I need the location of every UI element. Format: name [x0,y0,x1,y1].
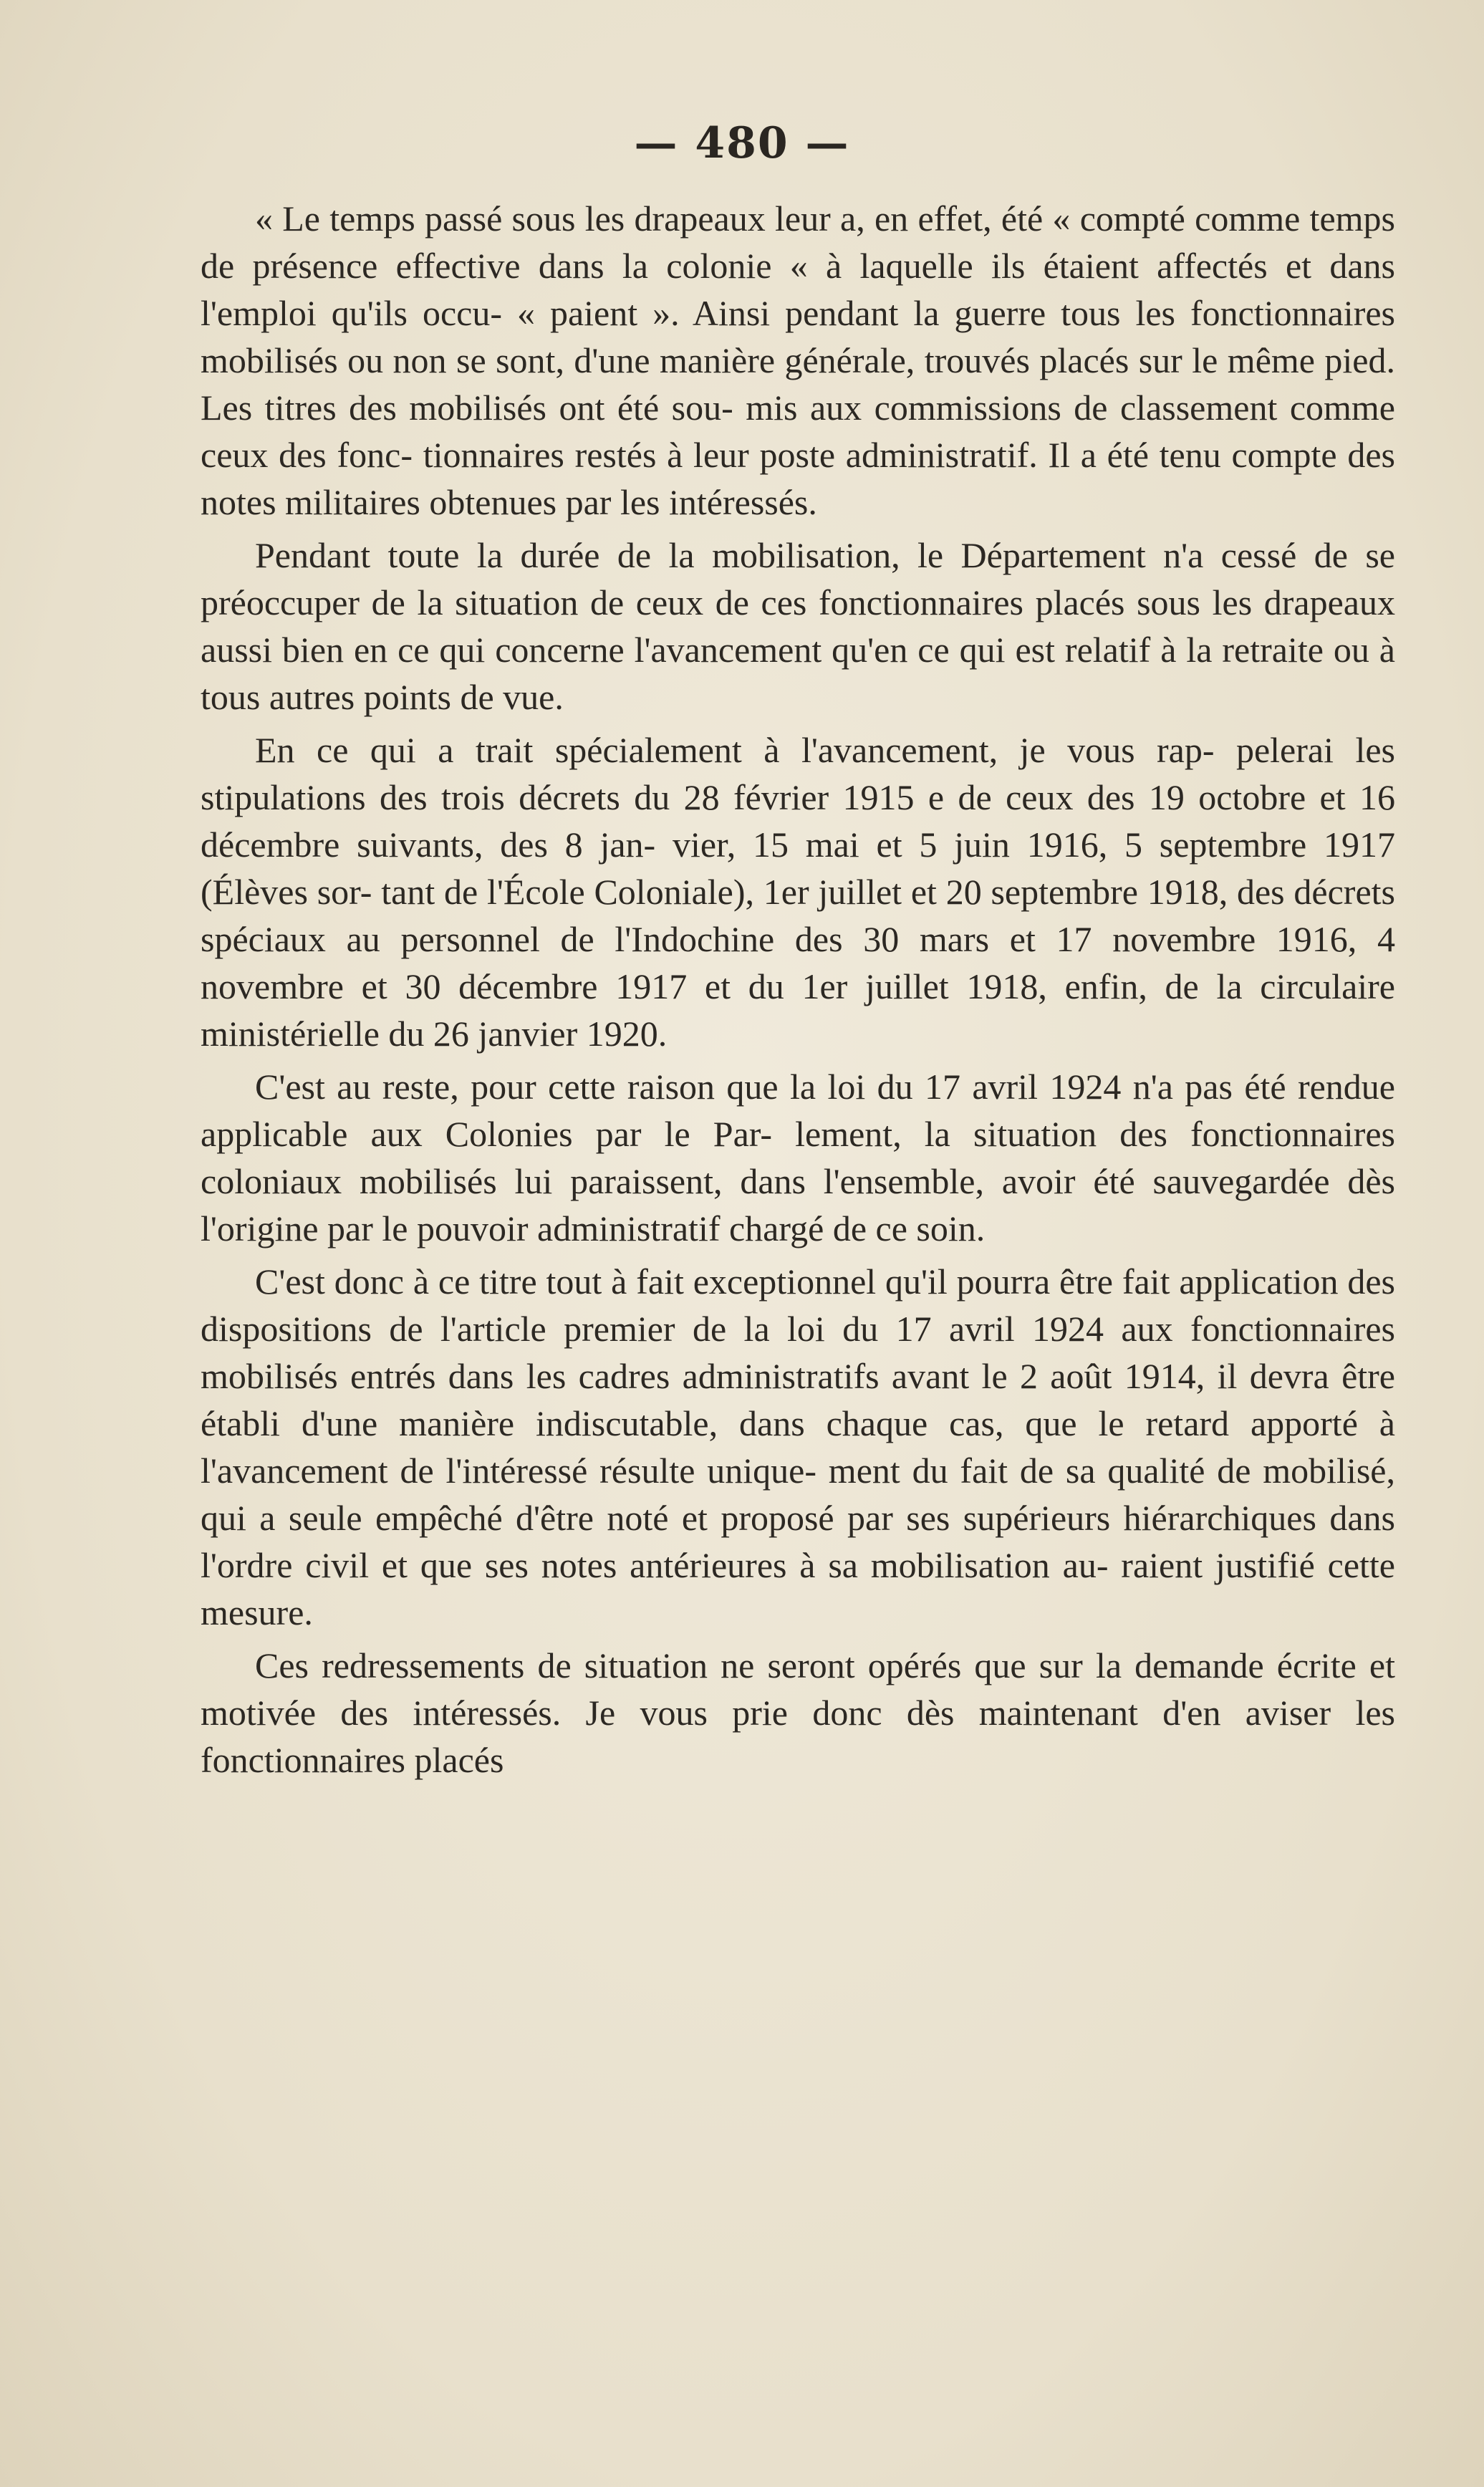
paragraph-redress-requests: Ces redressements de situation ne seront opérés que sur la demande écrite et motivée des intéressés. Je vous prie donc dès maintenant d'en aviser les fonctionnaires placés [201,1645,1395,1780]
paragraph-exceptional-application: C'est donc à ce titre tout à fait exceptionnel qu'il pourra être fait application des dispositions de l'article premier de la loi du 17 avril 1924 aux fonctionnaires mobilisés entrés dans les cadres administratifs avant le 2 août 1914, il devra être établi d'une manière indiscutable, dans chaque cas, que le retard apporté à l'avancement de l'intéressé résulte unique- ment du fait de sa qualité de mobilisé, qui a seule empêché d'être noté et proposé par ses supérieurs hiérarchiques dans l'ordre civil et que ses notes antérieures à sa mobilisation au- raient justifié cette mesure. [201,1261,1395,1632]
paragraph-mobilisation-duration: Pendant toute la durée de la mobilisation, le Département n'a cessé de se préoccuper de la situation de ceux de ces fonctionnaires placés sous les drapeaux aussi bien en ce qui concerne l'avancement qu'en ce qui est relatif à la retraite ou à tous autres points de vue. [201,535,1395,717]
body-text [201,195,1395,1784]
paragraph-decrees-advancement: En ce qui a trait spécialement à l'avancement, je vous rap- pelerai les stipulations des trois décrets du 28 février 1915 e de ceux des 19 octobre et 16 décembre suivants, des 8 jan- vier, 15 mai et 5 juin 1916, 5 septembre 1917 (Élèves sor- tant de l'École Coloniale), 1er juillet et 20 septembre 1918, des décrets spéciaux au personnel de l'Indochine des 30 mars et 17 novembre 1916, 4 novembre et 30 décembre 1917 et du 1er juillet 1918, enfin, de la circulaire ministérielle du 26 janvier 1920. [201,730,1395,1054]
paragraph-law-1924: C'est au reste, pour cette raison que la loi du 17 avril 1924 n'a pas été rendue applicable aux Colonies par le Par- lement, la situation des fonctionnaires coloniaux mobilisés lui paraissent, dans l'ensemble, avoir été sauvegardée dès l'origine par le pouvoir administratif chargé de ce soin. [201,1067,1395,1249]
page-number: — 480 — [634,118,850,168]
paragraph-service-time: « Le temps passé sous les drapeaux leur a, en effet, été « compté comme temps de présence effective dans la colonie « à laquelle ils étaient affectés et dans l'emploi qu'ils occu- « paient ». Ainsi pendant la guerre tous les fonctionnaires mobilisés ou non se sont, d'une manière générale, trouvés placés sur le même pied. Les titres des mobilisés ont été sou- mis aux commissions de classement comme ceux des fonc- tionnaires restés à leur poste administratif. Il a été tenu compte des notes militaires obtenues par les intéressés. [201,198,1395,522]
